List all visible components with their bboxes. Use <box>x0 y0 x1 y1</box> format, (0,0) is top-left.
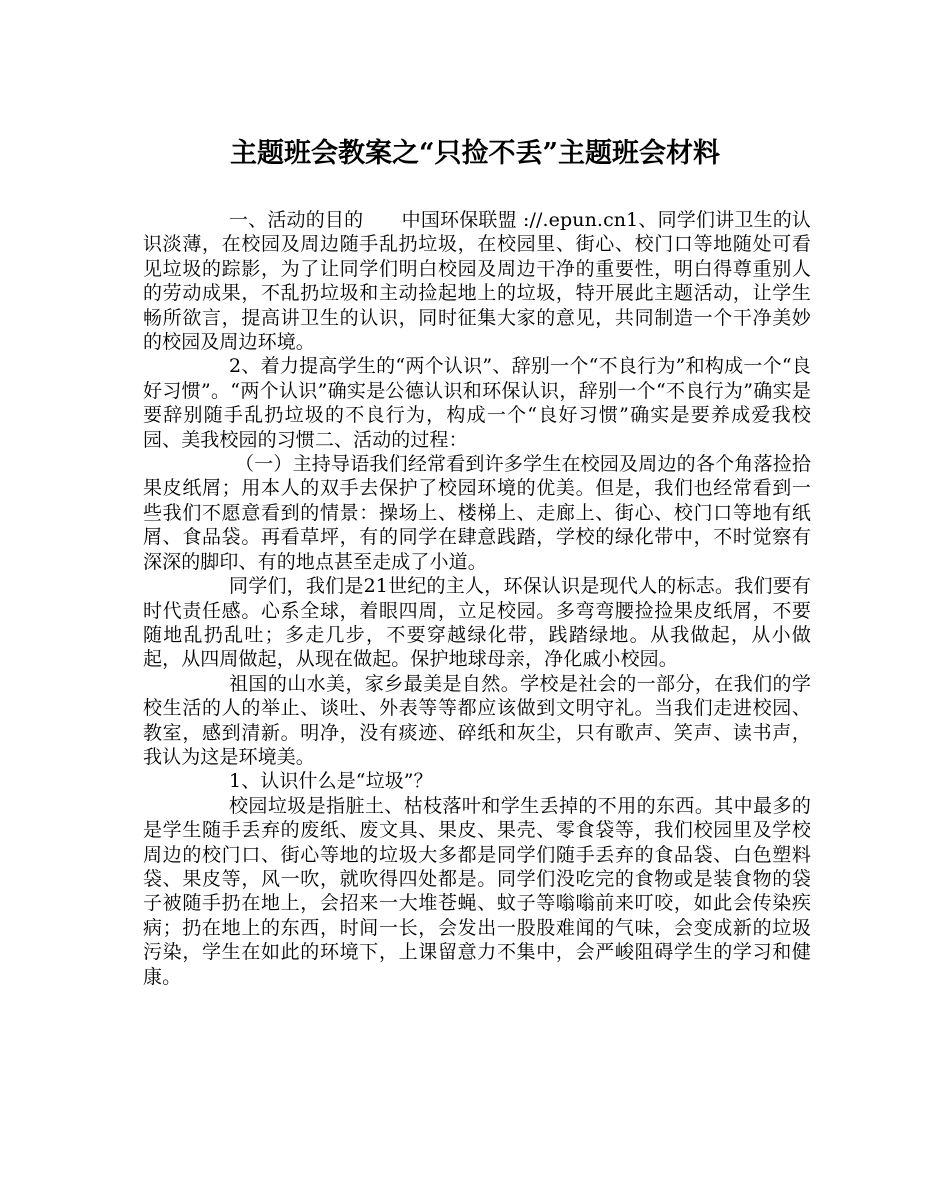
paragraph-what-is-garbage-heading: 1、认识什么是“垃圾”？ <box>229 770 433 793</box>
paragraph-motherland-beauty: 祖国的山水美，家乡最美是自然。学校是社会的一部分，在我们的学校生活的人的举止、谈吐、外表等等都应该做到文明守礼。当我们走进校园、教室，感到清新。明净，没有痰迹、碎纸和灰尘，只有歌声、笑声、读书声，我认为这是环境美。 <box>143 672 811 768</box>
document-title: 主题班会教案之“只捡不丢”主题班会材料 <box>229 138 721 169</box>
paragraph-activity-purpose: 一、活动的目的 中国环保联盟 ://.epun.cn1、同学们讲卫生的认识淡薄，在校园及周边随手乱扔垃圾，在校园里、街心、校门口等地随处可看见垃圾的踪影，为了让同学们明白校园及周边干净的重要性，明白得尊重别人的劳动成果，不乱扔垃圾和主动捡起地上的垃圾，特开展此主题活动，让学生畅所欲言，提高讲卫生的认识，同时征集大家的意见，共同制造一个干净美妙的校园及周边环境。 <box>143 209 811 354</box>
document-body <box>143 208 811 989</box>
paragraph-two-awareness: 2、着力提高学生的“两个认识”、辞别一个“不良行为”和构成一个“良好习惯”。“两个认识”确实是公德认识和环保认识，辞别一个“不良行为”确实是要辞别随手乱扔垃圾的不良行为，构成一个“良好习惯”确实是要养成爱我校园、美我校园的习惯二、活动的过程： <box>143 355 811 451</box>
paragraph-campus-garbage: 校园垃圾是指脏土、枯枝落叶和学生丢掉的不用的东西。其中最多的是学生随手丢弃的废纸、废文具、果皮、果壳、零食袋等，我们校园里及学校周边的校门口、街心等地的垃圾大多都是同学们随手丢弃的食品袋、白色塑料袋、果皮等，风一吹，就吹得四处都是。同学们没吃完的食物或是装食物的袋子被随手扔在地上，会招来一大堆苍蝇、蚊子等嗡嗡前来叮咬，如此会传染疾病；扔在地上的东西，时间一长，会发出一股股难闻的气味，会变成新的垃圾污染，学生在如此的环境下，上课留意力不集中，会严峻阻碍学生的学习和健康。 <box>143 794 811 988</box>
paragraph-21st-century: 同学们，我们是21世纪的主人，环保认识是现代人的标志。我们要有时代责任感。心系全球，着眼四周，立足校园。多弯弯腰捡捡果皮纸屑，不要随地乱扔乱吐；多走几步，不要穿越绿化带，践踏绿地。从我做起，从小做起，从四周做起，从现在做起。保护地球母亲，净化戚小校园。 <box>143 575 811 671</box>
paragraph-host-intro: （一）主持导语我们经常看到许多学生在校园及周边的各个角落捡拾果皮纸屑；用本人的双手去保护了校园环境的优美。但是，我们也经常看到一些我们不愿意看到的情景：操场上、楼梯上、走廊上、街心、校门口等地有纸屑、食品袋。再看草坪，有的同学在肆意践踏，学校的绿化带中，不时觉察有深深的脚印、有的地点甚至走成了小道。 <box>143 453 811 573</box>
